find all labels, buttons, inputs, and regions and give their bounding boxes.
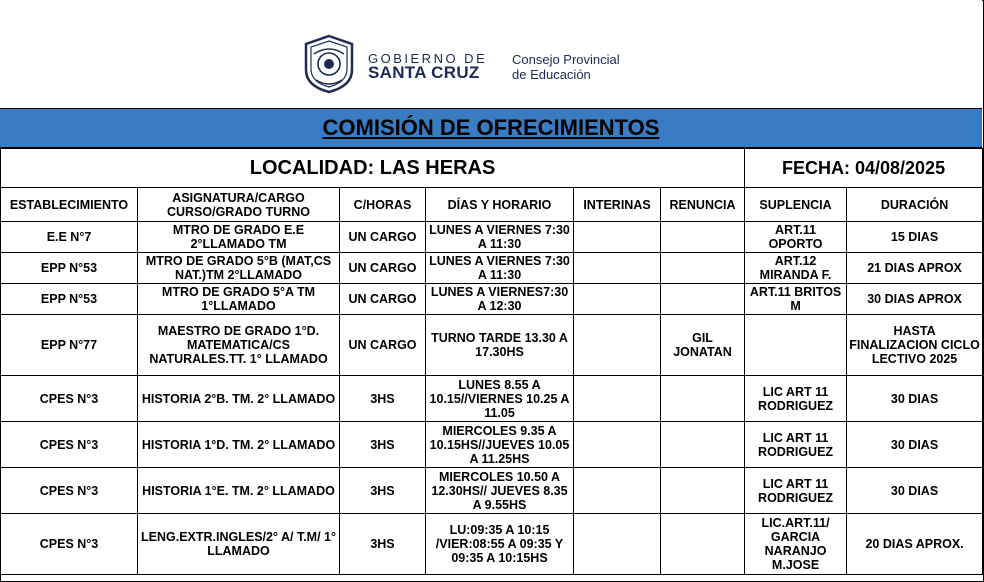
- header-row: [1, 188, 983, 222]
- table-row: [1, 376, 983, 422]
- cell-interinas: [574, 222, 661, 253]
- cell-duracion: 15 DIAS: [847, 222, 983, 253]
- cell-asignatura: MTRO DE GRADO 5°A TM 1°LLAMADO: [138, 284, 340, 315]
- cell-renuncia: [661, 284, 745, 315]
- cell-horario: TURNO TARDE 13.30 A 17.30HS: [426, 315, 574, 376]
- table-row: [1, 468, 983, 514]
- localidad: LOCALIDAD: LAS HERAS: [1, 149, 745, 188]
- cell-interinas: [574, 253, 661, 284]
- cell-horario: LU:09:35 A 10:15 /VIER:08:55 A 09:35 Y 09:35 A 10:15HS: [426, 514, 574, 575]
- cell-interinas: [574, 468, 661, 514]
- cell-duracion: 21 DIAS APROX: [847, 253, 983, 284]
- org-line-1: Consejo Provincial: [512, 52, 620, 67]
- cell-suplencia: ART.12 MIRANDA F.: [745, 253, 847, 284]
- offers-table: [0, 148, 983, 575]
- cell-duracion: HASTA FINALIZACION CICLO LECTIVO 2025: [847, 315, 983, 376]
- cell-establecimiento: EPP N°53: [1, 284, 138, 315]
- cell-suplencia: [745, 315, 847, 376]
- cell-horario: LUNES A VIERNES7:30 A 12:30: [426, 284, 574, 315]
- cell-suplencia: LIC ART 11 RODRIGUEZ: [745, 376, 847, 422]
- title-banner: [0, 108, 982, 148]
- logo: [302, 30, 632, 96]
- cell-horario: LUNES A VIERNES 7:30 A 11:30: [426, 222, 574, 253]
- cell-horario: LUNES 8.55 A 10.15//VIERNES 10.25 A 11.05: [426, 376, 574, 422]
- cell-asignatura: HISTORIA 1°D. TM. 2° LLAMADO: [138, 422, 340, 468]
- cell-horas: UN CARGO: [340, 315, 426, 376]
- col-asignatura-header: ASIGNATURA/CARGO CURSO/GRADO TURNO: [138, 188, 340, 222]
- cell-renuncia: [661, 222, 745, 253]
- table-row: [1, 253, 983, 284]
- cell-duracion: 30 DIAS: [847, 376, 983, 422]
- cell-suplencia: LIC.ART.11/ GARCIA NARANJO M.JOSE: [745, 514, 847, 575]
- cell-duracion: 30 DIAS: [847, 422, 983, 468]
- header: [0, 0, 982, 108]
- table-row: [1, 422, 983, 468]
- col-horas-header: C/HORAS: [340, 188, 426, 222]
- cell-horas: UN CARGO: [340, 284, 426, 315]
- provincial-seal-icon: [302, 34, 356, 94]
- cell-interinas: [574, 376, 661, 422]
- logo-line-2: SANTA CRUZ: [368, 63, 480, 82]
- cell-renuncia: [661, 422, 745, 468]
- cell-renuncia: [661, 253, 745, 284]
- cell-suplencia: ART.11 BRITOS M: [745, 284, 847, 315]
- col-horario-header: DÍAS Y HORARIO: [426, 188, 574, 222]
- cell-horas: UN CARGO: [340, 222, 426, 253]
- cell-interinas: [574, 514, 661, 575]
- cell-horas: UN CARGO: [340, 253, 426, 284]
- cell-renuncia: [661, 468, 745, 514]
- page-title: COMISIÓN DE OFRECIMIENTOS: [322, 115, 660, 140]
- cell-renuncia: GIL JONATAN: [661, 315, 745, 376]
- cell-suplencia: LIC ART 11 RODRIGUEZ: [745, 468, 847, 514]
- table-row: [1, 514, 983, 575]
- cell-horas: 3HS: [340, 376, 426, 422]
- cell-establecimiento: CPES N°3: [1, 514, 138, 575]
- fecha: FECHA: 04/08/2025: [745, 149, 983, 188]
- cell-asignatura: LENG.EXTR.INGLES/2° A/ T.M/ 1° LLAMADO: [138, 514, 340, 575]
- cell-horas: 3HS: [340, 514, 426, 575]
- cell-establecimiento: E.E N°7: [1, 222, 138, 253]
- cell-asignatura: MTRO DE GRADO 5°B (MAT,CS NAT.)TM 2°LLAMADO: [138, 253, 340, 284]
- col-duracion-header: DURACIÓN: [847, 188, 983, 222]
- col-renuncia-header: RENUNCIA: [661, 188, 745, 222]
- logo-line-1: GOBIERNO DE: [368, 51, 488, 66]
- cell-establecimiento: CPES N°3: [1, 376, 138, 422]
- cell-establecimiento: EPP N°77: [1, 315, 138, 376]
- cell-establecimiento: EPP N°53: [1, 253, 138, 284]
- cell-horario: LUNES A VIERNES 7:30 A 11:30: [426, 253, 574, 284]
- cell-asignatura: MAESTRO DE GRADO 1°D. MATEMATICA/CS NATURALES.TT. 1° LLAMADO: [138, 315, 340, 376]
- col-establecimiento-header: ESTABLECIMIENTO: [1, 188, 138, 222]
- org-line-2: de Educación: [512, 67, 591, 82]
- cell-renuncia: [661, 376, 745, 422]
- cell-interinas: [574, 315, 661, 376]
- cell-duracion: 30 DIAS: [847, 468, 983, 514]
- cell-duracion: 20 DIAS APROX.: [847, 514, 983, 575]
- cell-asignatura: HISTORIA 1°E. TM. 2° LLAMADO: [138, 468, 340, 514]
- cell-horas: 3HS: [340, 468, 426, 514]
- location-row: [1, 149, 983, 188]
- cell-establecimiento: CPES N°3: [1, 468, 138, 514]
- cell-horario: MIERCOLES 9.35 A 10.15HS//JUEVES 10.05 A 11.25HS: [426, 422, 574, 468]
- table-row: [1, 222, 983, 253]
- cell-suplencia: ART.11 OPORTO: [745, 222, 847, 253]
- cell-interinas: [574, 284, 661, 315]
- cell-horario: MIERCOLES 10.50 A 12.30HS// JUEVES 8.35 A 9.55HS: [426, 468, 574, 514]
- cell-suplencia: LIC ART 11 RODRIGUEZ: [745, 422, 847, 468]
- cell-horas: 3HS: [340, 422, 426, 468]
- cell-asignatura: MTRO DE GRADO E.E 2°LLAMADO TM: [138, 222, 340, 253]
- cell-asignatura: HISTORIA 2°B. TM. 2° LLAMADO: [138, 376, 340, 422]
- cell-duracion: 30 DIAS APROX: [847, 284, 983, 315]
- cell-interinas: [574, 422, 661, 468]
- col-suplencia-header: SUPLENCIA: [745, 188, 847, 222]
- col-interinas-header: INTERINAS: [574, 188, 661, 222]
- table-row: [1, 284, 983, 315]
- table-body: [1, 222, 983, 575]
- cell-establecimiento: CPES N°3: [1, 422, 138, 468]
- cell-renuncia: [661, 514, 745, 575]
- table-row: [1, 315, 983, 376]
